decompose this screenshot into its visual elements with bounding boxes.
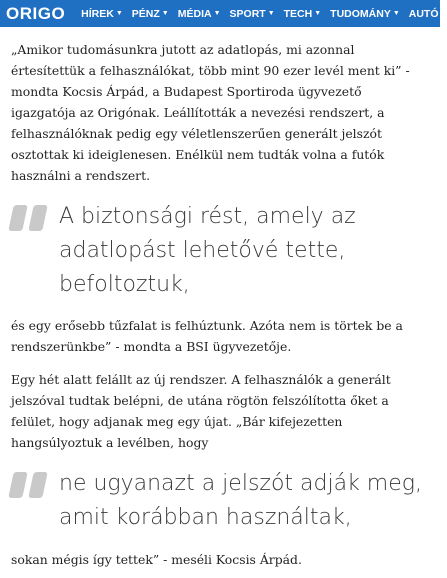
chevron-down-icon: ▼ (213, 10, 221, 17)
nav-label: MÉDIA (177, 7, 212, 20)
article-paragraph: Egy hét alatt felállt az új rendszer. A felhasználók a generált jelszóval tudtak belépni, de utána rögtön felszólította őket a felület, hogy adjanak meg egy újat. „Bár kifejezetten hangsúlyoztuk a levélben, hogy (11, 372, 391, 450)
article-paragraph: „Amikor tudomásunkra jutott az adatlopás, mi azonnal értesítettük a felhasználókat, több mint 90 ezer levél ment ki” - mondta Kocsis Árpád, a Budapest Sportiroda ügyvezető igazgatója az Origónak. Leállították a nevezési rendszert, a felhasználóknak pedig egy véletlenszerűen generált jelszót osztottak ki ideiglenesen. Enélkül nem tudták volna a futók használni a rendszert. (11, 42, 410, 183)
nav-item-auto[interactable] (409, 8, 447, 20)
chevron-down-icon: ▼ (440, 10, 447, 17)
chevron-down-icon: ▼ (392, 10, 400, 17)
pull-quote-text: A biztonsági rést, amely az adatlopást lehetővé tette, befoltoztuk, (59, 204, 356, 297)
nav-label: AUTÓ (408, 7, 439, 20)
pull-quote (11, 200, 429, 302)
nav-item-tech[interactable] (284, 8, 322, 20)
article-paragraph: és egy erősebb tűzfalat is felhúztunk. Azóta nem is törtek be a rendszerünkbe” - mondta a BSI ügyvezetője. (11, 318, 403, 354)
nav-label: TUDOMÁNY (330, 7, 391, 20)
quote-mark-icon (11, 467, 59, 498)
chevron-down-icon: ▼ (115, 10, 123, 17)
nav-label: PÉNZ (131, 7, 160, 20)
chevron-down-icon: ▼ (314, 10, 322, 17)
chevron-down-icon: ▼ (161, 10, 169, 17)
origo-logo[interactable]: ORIGO (6, 3, 66, 23)
nav-label: TECH (283, 7, 313, 20)
top-navigation-bar (0, 0, 447, 27)
nav-item-media[interactable] (178, 8, 221, 20)
nav-item-penz[interactable] (132, 8, 169, 20)
nav-label: HÍREK (81, 7, 114, 20)
article-paragraph: sokan mégis így tettek” - meséli Kocsis Árpád. (11, 552, 302, 567)
chevron-down-icon: ▼ (267, 10, 275, 17)
pull-quote-text: ne ugyanazt a jelszót adják meg, amit korábban használtak, (59, 471, 422, 530)
article-body (0, 27, 440, 570)
nav-item-hirek[interactable] (81, 8, 123, 20)
quote-mark-icon (11, 200, 59, 231)
pull-quote (11, 467, 429, 535)
nav-item-sport[interactable] (230, 8, 275, 20)
nav-item-tudomany[interactable] (330, 8, 400, 20)
nav-label: SPORT (229, 7, 266, 20)
